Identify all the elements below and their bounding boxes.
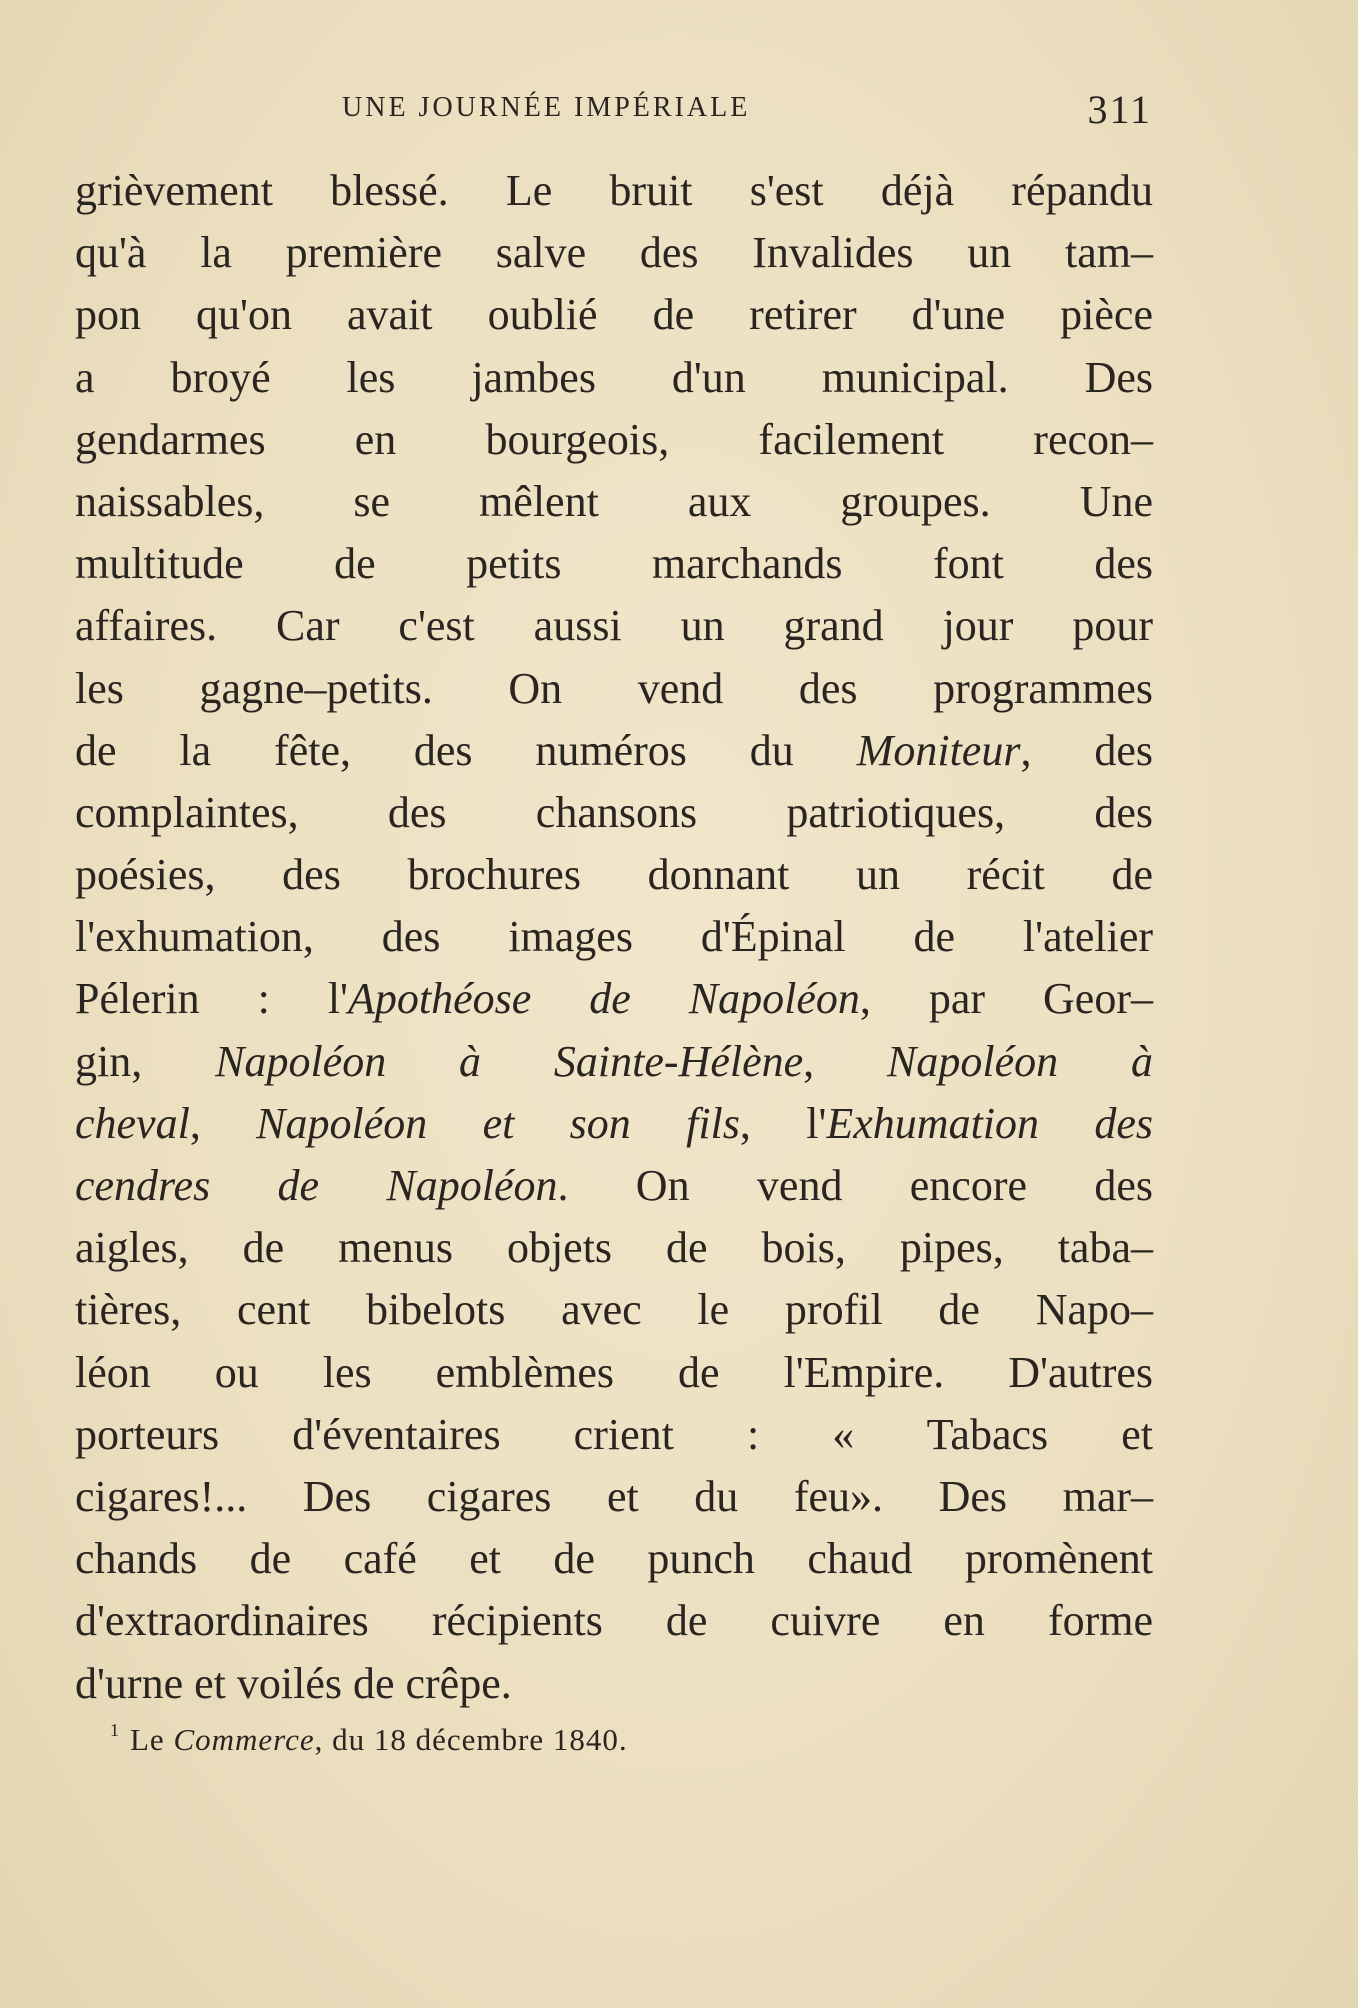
text-line [75, 471, 1153, 533]
text-segment: , des [1020, 725, 1154, 775]
text-segment: l'exhumation, des images d'Épinal de l'atelier [75, 912, 1153, 962]
text-segment: a broyé les jambes d'un municipal. Des [75, 352, 1153, 402]
text-line [75, 1155, 1153, 1217]
text-segment: porteurs d'éventaires crient : « Tabacs et [75, 1409, 1153, 1459]
text-line [75, 1528, 1153, 1590]
text-segment: d'extraordinaires récipients de cuivre en forme [75, 1596, 1153, 1646]
text-line [75, 1466, 1153, 1528]
text-line [75, 1093, 1153, 1155]
text-segment: les gagne–petits. On vend des programmes [75, 663, 1153, 713]
text-segment: chands de café et de punch chaud promènent [75, 1534, 1153, 1584]
text-segment: complaintes, des chansons patriotiques, des [75, 787, 1153, 837]
text-segment: naissables, se mêlent aux groupes. Une [75, 476, 1153, 526]
text-segment: de la fête, des numéros du [75, 725, 857, 775]
text-line [75, 1342, 1153, 1404]
text-line [75, 595, 1153, 657]
text-segment: gin, [75, 1036, 216, 1086]
text-segment: . On vend encore des [557, 1161, 1153, 1210]
footnote-suffix: , du 18 décembre 1840. [314, 1722, 628, 1757]
text-segment: qu'à la première salve des Invalides un tam– [75, 228, 1153, 278]
text-line [75, 906, 1153, 968]
text-line [75, 222, 1153, 284]
text-segment: grièvement blessé. Le bruit s'est déjà répandu [75, 166, 1153, 215]
text-segment: Pélerin : l' [75, 974, 348, 1024]
text-segment: , [803, 1036, 888, 1086]
body-text [75, 160, 1153, 1715]
text-line [75, 1217, 1153, 1279]
text-segment: pon qu'on avait oublié de retirer d'une pièce [75, 290, 1153, 340]
text-line [75, 1653, 1153, 1715]
text-segment: cendres de Napoléon [75, 1161, 558, 1210]
footnote-source: Commerce [173, 1722, 315, 1757]
text-segment: d'urne et voilés de crêpe. [75, 1658, 512, 1708]
text-line [75, 720, 1153, 782]
text-line [75, 160, 1153, 222]
text-segment: cigares!... Des cigares et du feu». Des mar– [75, 1471, 1153, 1521]
text-line [75, 1404, 1153, 1466]
text-segment: Moniteur [856, 725, 1021, 775]
text-segment: cheval [75, 1098, 190, 1148]
footnote [110, 1720, 1010, 1758]
text-segment: léon ou les emblèmes de l'Empire. D'autres [75, 1347, 1153, 1397]
text-segment: multitude de petits marchands font des [75, 539, 1153, 589]
text-line [75, 1031, 1153, 1093]
text-segment: , par Geor– [859, 974, 1153, 1024]
page-number: 311 [1087, 87, 1152, 132]
text-segment: Apothéose de Napoléon [347, 974, 860, 1024]
running-title: UNE JOURNÉE IMPÉRIALE [342, 92, 751, 123]
text-line [75, 1590, 1153, 1652]
text-segment: Napoléon à [887, 1036, 1153, 1086]
text-segment: Napoléon et son fils [256, 1098, 740, 1148]
text-line [75, 284, 1153, 346]
text-line [75, 968, 1153, 1030]
text-line [75, 782, 1153, 844]
text-line [75, 533, 1153, 595]
text-segment: aigles, de menus objets de bois, pipes, taba– [75, 1223, 1153, 1273]
text-line [75, 658, 1153, 720]
footnote-prefix: Le [130, 1722, 174, 1757]
text-line [75, 844, 1153, 906]
text-line [75, 1279, 1153, 1341]
text-segment: poésies, des brochures donnant un récit de [75, 850, 1153, 900]
text-segment: , [189, 1098, 257, 1148]
footnote-marker: 1 [110, 1720, 120, 1740]
text-segment: tières, cent bibelots avec le profil de Napo– [75, 1285, 1153, 1335]
text-line [75, 409, 1153, 471]
text-segment: affaires. Car c'est aussi un grand jour pour [75, 601, 1153, 651]
text-line [75, 347, 1153, 409]
text-segment: , l' [739, 1098, 827, 1148]
text-segment: Napoléon à Sainte-Hélène [215, 1036, 804, 1086]
text-segment: Exhumation des [826, 1098, 1153, 1148]
running-head [72, 86, 1152, 136]
text-segment: gendarmes en bourgeois, facilement recon– [75, 414, 1153, 464]
